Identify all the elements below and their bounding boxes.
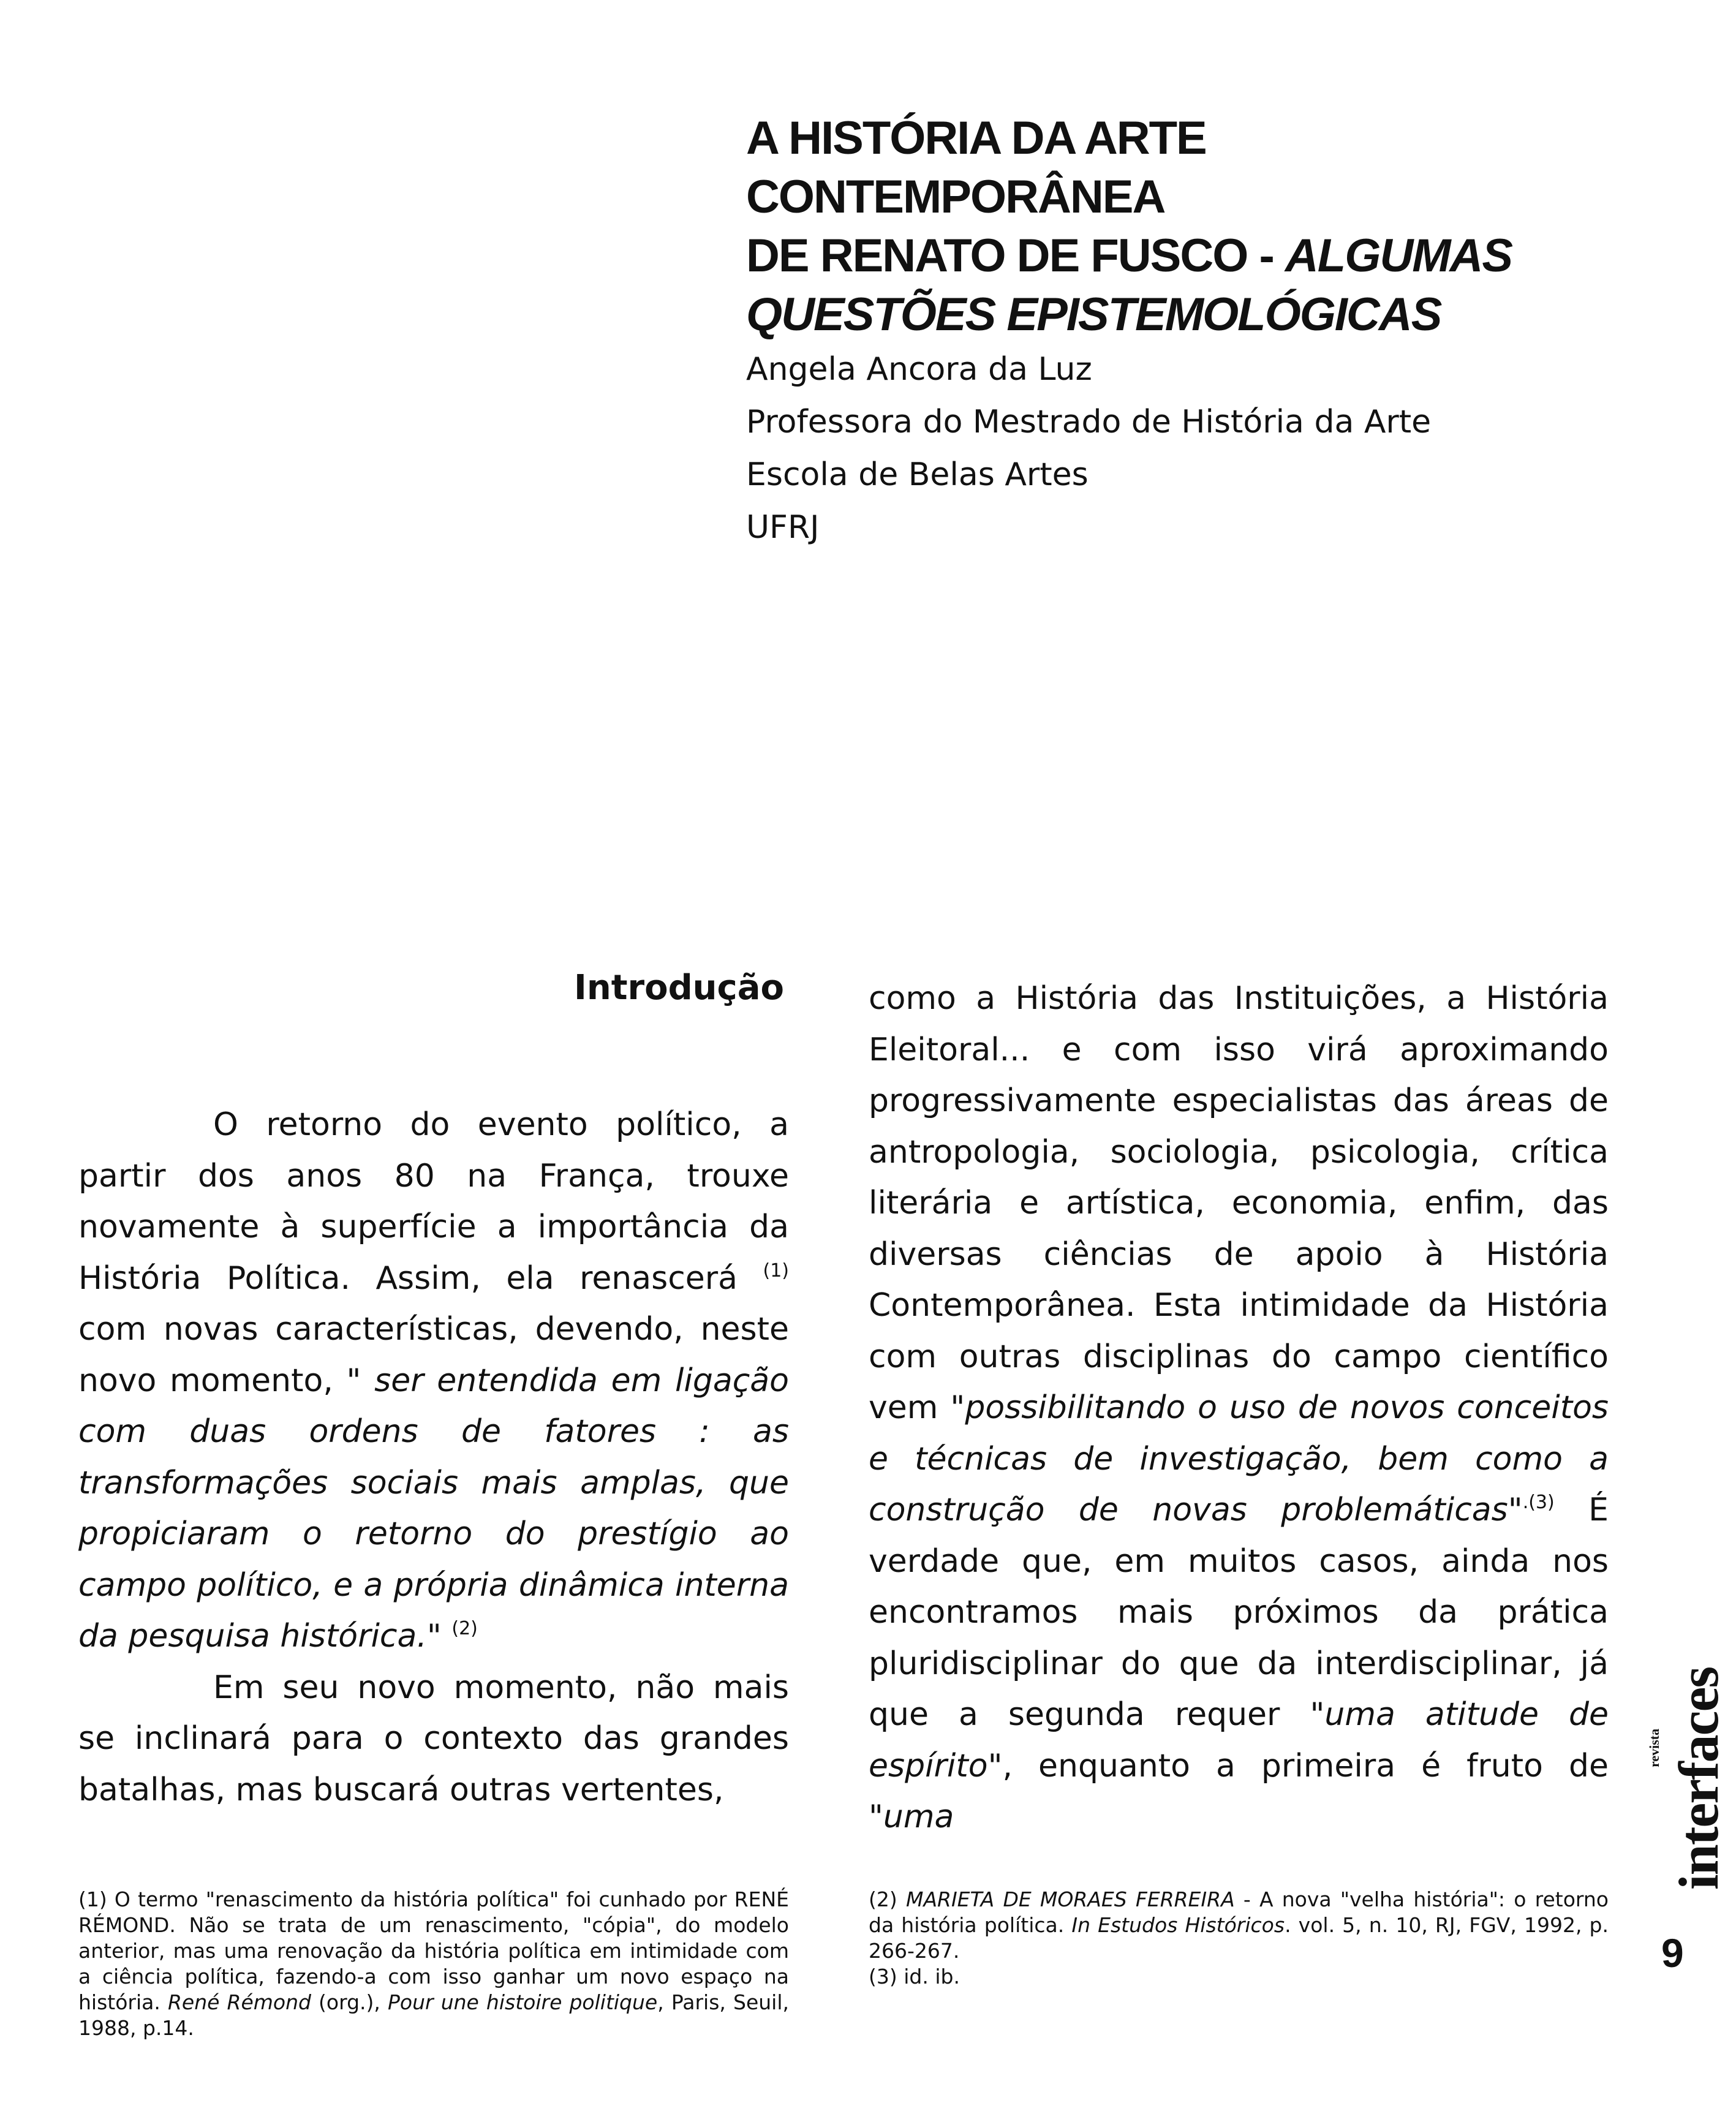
quote: ser entendida em ligação com duas ordens de fatores : as transformações sociais mais amplas, que propiciaram o retorno do prestígio ao campo político, e a própria dinâmica interna da pesquisa histórica.": [78, 1362, 789, 1655]
footnote-3: (3) id. ib.: [869, 1965, 960, 1988]
text-span: como a História das Instituições, a História Eleitoral... e com isso virá aproximando progressivamente especialistas das áreas de antropologia, sociologia, psicologia, crítica literária e artística, economia, enfim, das diversas ciências de apoio à História Contemporânea. Esta intimidade da História com outras disciplinas do campo científico vem: [869, 980, 1609, 1426]
footnotes-right: [869, 1887, 1609, 1990]
paragraph: [869, 973, 1609, 1843]
page-number: 9: [1661, 1930, 1684, 1976]
footnote-1: [78, 1887, 789, 2041]
title-line-2-plain: DE RENATO DE FUSCO -: [746, 230, 1285, 282]
author-block: [746, 343, 1431, 554]
text-span: (1) O termo "renascimento da história política" foi cunhado por RENÉ RÉMOND. Não se trata de um renascimento, "cópia", do modelo anterior, mas uma renovação da história política em intimidade com a ciência política, fazendo-a com isso ganhar um novo espaço na história.: [78, 1887, 789, 2014]
section-heading: Introdução: [574, 968, 784, 1008]
title-line-2-italic: ALGUMAS: [1285, 230, 1512, 282]
footnote-ref: (2): [451, 1618, 478, 1639]
author-university: UFRJ: [746, 509, 820, 546]
title-line-1: A HISTÓRIA DA ARTE CONTEMPORÂNEA: [746, 112, 1206, 223]
text-span: , enquanto a primeira é fruto de: [1002, 1747, 1609, 1784]
text-span: MARIETA DE MORAES FERREIRA: [905, 1887, 1235, 1911]
text-span: O retorno do evento político, a partir dos anos 80 na França, trouxe novamente à superfície a importância da História Política. Assim, ela renascerá: [78, 1106, 789, 1297]
author-position: Professora do Mestrado de História da Arte: [746, 404, 1432, 440]
title-line-2: [746, 227, 1555, 285]
journal-subtitle: revista: [1647, 1728, 1662, 1767]
quote: "possibilitando o uso de novos conceitos e técnicas de investigação, bem como a construção de novas problemáticas": [869, 1389, 1609, 1528]
text-span: (org.),: [311, 1990, 388, 2014]
footnote-ref: .(3): [1522, 1492, 1555, 1513]
footnote-ref: (1): [763, 1259, 789, 1282]
article-title: [746, 109, 1555, 344]
text-span: - A nova "velha história": o retorno da história política.: [869, 1887, 1609, 1937]
body-column-right: [869, 973, 1609, 1843]
footnote-2: (2) MARIETA DE MORAES FERREIRA - A nova "velha história": o retorno da história política. In Estudos Históricos. vol. 5, n. 10, RJ, FGV, 1992, p. 266-267.: [869, 1887, 1609, 1963]
text-span: É verdade que, em muitos casos, ainda nos encontramos mais próximos da prática pluridisciplinar do que da interdisciplinar, já que a segunda requer: [869, 1492, 1609, 1733]
text-span: Pour une histoire politique: [388, 1990, 658, 2014]
text-span: , Paris, Seuil, 1988, p.14.: [78, 1990, 789, 2040]
title-line-3: QUESTÕES EPISTEMOLÓGICAS: [746, 289, 1441, 341]
text-span: René Rémond: [167, 1990, 311, 2014]
author-name: Angela Ancora da Luz: [746, 351, 1092, 388]
author-school: Escola de Belas Artes: [746, 456, 1089, 493]
journal-logo: interfaces: [1667, 1667, 1730, 1890]
text-span: com novas características, devendo, neste novo momento, ": [78, 1311, 789, 1399]
paragraph: [78, 1100, 789, 1663]
text-span: In Estudos Históricos: [1071, 1913, 1285, 1937]
quote: "uma atitude de espírito": [869, 1696, 1609, 1784]
quote: "uma: [869, 1799, 954, 1835]
footnote-text: [78, 1887, 789, 2041]
paragraph: Em seu novo momento, não mais se inclinará para o contexto das grandes batalhas, mas buscará outras vertentes,: [78, 1669, 789, 1808]
body-column-left: [78, 1100, 789, 1816]
text-span: . vol. 5, n. 10, RJ, FGV, 1992, p. 266-267.: [869, 1913, 1609, 1963]
